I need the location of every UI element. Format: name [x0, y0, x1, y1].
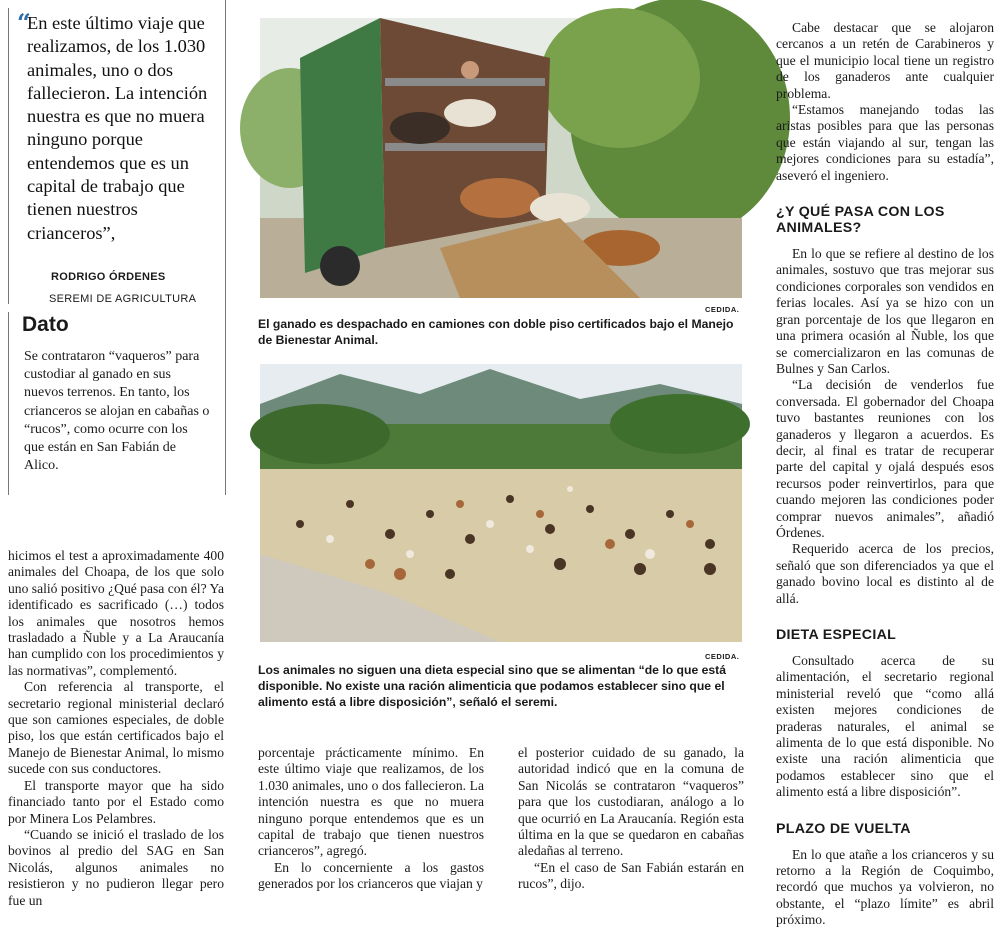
- paragraph: En lo que atañe a los crianceros y su retorno a la Región de Coquimbo, recordó que muchos ya volvieron, no obstante, el “plazo límite” es abril próximo.: [776, 846, 994, 928]
- paragraph: En lo que se refiere al destino de los animales, sostuvo que tras mejorar sus condiciones corporales son vendidos en ferias locales. Así ya se hizo con un gran porcentaje de los que llegaron en una primera ocasión al Ñuble, los que se comercializaron en las comunas de Bulnes y San Carlos.: [776, 246, 994, 376]
- quote-box: [8, 8, 226, 304]
- paragraph: “La decisión de venderlos fue conversada. El gobernador del Choapa tuvo bastantes reuniones con los ganaderos y llegaron a acuerdos. Es decir, al final es tratar de recuperar parte del capital y ojalá después esos recursos poder reinvertirlos, para que cuando mejoren las condiciones poder comprar nuevos animales”, añadió Órdenes.: [776, 377, 994, 540]
- paragraph: Cabe destacar que se alojaron cercanos a un retén de Carabineros y que el municipio local tiene un registro de los ganaderos ante cualquier problema.: [776, 20, 994, 101]
- article-column-3: [518, 745, 744, 893]
- photo-credit-2: CEDIDA.: [705, 652, 740, 661]
- article-column-4: [776, 20, 994, 929]
- section-heading-animals: ¿Y QUÉ PASA CON LOS ANIMALES?: [776, 204, 945, 237]
- paragraph: En lo concerniente a los gastos generados por los crianceros que viajan y: [258, 859, 484, 892]
- paragraph: El transporte mayor que ha sido financiado tanto por el Estado como por Minera Los Pelambres.: [8, 777, 224, 826]
- photo-caption-1: El ganado es despachado en camiones con doble piso certificados bajo el Manejo de Bienestar Animal.: [258, 317, 734, 347]
- quote-mark: “: [17, 8, 31, 37]
- paragraph: Con referencia al transporte, el secretario regional ministerial declaró que son camiones especiales, de doble piso, los que están certificados bajo el Manejo de Bienestar Animal, lo mismo sucede con sus conductores.: [8, 679, 224, 777]
- truck-photo-image: [260, 18, 742, 298]
- photo-credit-1: CEDIDA.: [705, 305, 740, 314]
- pasture-photo-image: [260, 364, 742, 642]
- quote-author: RODRIGO ÓRDENES: [51, 271, 166, 283]
- paragraph: “Estamos manejando todas las aristas posibles para que las personas que están viajando al sur, tengan las mejores condiciones para su estadía”, aseveró el ingeniero.: [776, 102, 994, 183]
- paragraph: el posterior cuidado de su ganado, la autoridad indicó que en la comuna de San Nicolás se contrataron “vaqueros” para que los custodiaran, análogo a lo que ocurrió en La Araucanía. Región esta última en la que se quedaron en cabañas aledañas al terreno.: [518, 745, 744, 859]
- paragraph: “Cuando se inició el traslado de los bovinos al predio del SAG en San Nicolás, algunos animales no resistieron y no pudieron llegar pero fue un: [8, 826, 224, 908]
- paragraph: “En el caso de San Fabián estarán en rucos”, dijo.: [518, 859, 744, 892]
- dato-title: Dato: [22, 313, 69, 336]
- pasture-photo: [260, 364, 742, 642]
- column-divider: [225, 0, 226, 495]
- paragraph: Consultado acerca de su alimentación, el secretario regional ministerial reveló que “como allá existen mejores condiciones de praderas naturales, el animal se alimenta de lo que está disponible. No existe una ración alimenticia que podamos establecer sino que el alimento está a libre disposición”.: [776, 653, 994, 800]
- section-heading-diet: DIETA ESPECIAL: [776, 627, 897, 643]
- paragraph: hicimos el test a aproximadamente 400 animales del Choapa, de los que solo uno salió positivo ¿Qué pasa con él? Ya identificado es sacrificado (…) todos los animales que nosotros hemos trasladado a Ñuble y a La Araucanía han cumplido con los procedimientos y las normativas”, complementó.: [8, 548, 224, 678]
- paragraph: porcentaje prácticamente mínimo. En este último viaje que realizamos, de los 1.030 animales, uno o dos fallecieron. La intención nuestra es que no muera ninguno porque entendemos que es un capital de trabajo que tienen nuestros crianceros”, agregó.: [258, 745, 484, 859]
- dato-text: Se contrataron “vaqueros” para custodiar al ganado en sus nuevos terrenos. En tanto, los crianceros se alojan en cabañas o “rucos”, como ocurre con los que están en San Fabián de Alico.: [24, 349, 210, 474]
- section-heading-return: PLAZO DE VUELTA: [776, 820, 911, 837]
- truck-photo: [260, 18, 742, 298]
- article-column-1: [8, 548, 224, 909]
- paragraph: Requerido acerca de los precios, señaló que son diferenciados ya que el ganado bovino local es distinto al de allá.: [776, 541, 994, 606]
- dato-divider: [8, 312, 9, 495]
- article-column-2: [258, 745, 484, 893]
- photo-caption-2: Los animales no siguen una dieta especial sino que se alimentan “de lo que está disponible. No existe una ración alimenticia que podamos establecer sino que el alimento está a libre disposición”, señaló el seremi.: [258, 663, 726, 709]
- quote-author-role: SEREMI DE AGRICULTURA: [49, 293, 197, 305]
- pull-quote-text: En este último viaje que realizamos, de los 1.030 animales, uno o dos fallecieron. La intención nuestra es que no muera ninguno porque entendemos que es un capital de trabajo que tienen nuestros crianceros”,: [27, 13, 208, 243]
